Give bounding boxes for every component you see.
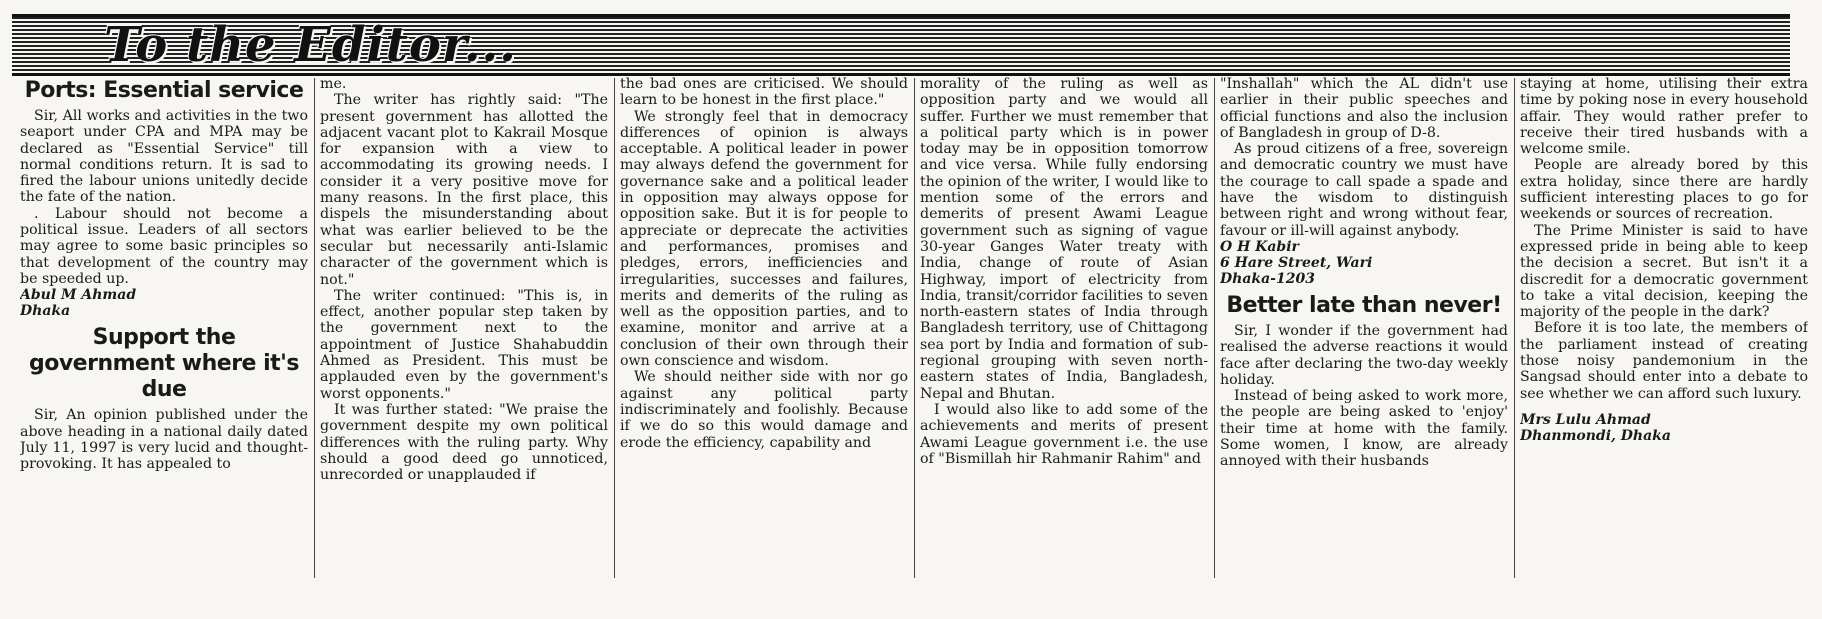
letter-paragraph: Sir, All works and activities in the two seaport under CPA and MPA may be declared as "Essential Service" till normal conditions return. It is sad to fired the labour unions unitedly decide the fate of the nation. [20, 108, 308, 206]
letter-paragraph: staying at home, utilising their extra time by poking nose in every household affair. They would rather prefer to receive their tired husbands with a welcome smile. [1520, 76, 1808, 158]
letter-paragraph: It was further stated: "We praise the government despite my own political differences with the ruling party. Why should a good deed go unnoticed, unrecorded or unapplauded if [320, 401, 608, 484]
letter-paragraph: We strongly feel that in democracy differences of opinion is always acceptable. A political leader in power may always defend the government for governance sake and a political leader in opposition may always oppose for opposition sake. But it is for people to appreciate or deprecate the activities and performances, promises and pledges, errors, inefficiencies and irregularities, successes and failures, merits and demerits of the ruling as well as the opposition parties, and to examine, monitor and arrive at a conclusion of their own through their own conscience and wisdom. [620, 108, 908, 370]
letter-paragraph: We should neither side with nor go against any political party indiscriminately and foolishly. Because if we do so this would damage and erode the efficiency, capability and [620, 369, 908, 451]
letter-signature [20, 287, 308, 319]
letter-paragraph: The writer has rightly said: "The present government has allotted the adjacent vacant plot to Kakrail Mosque for expansion with a view to accommodating its growing needs. I consider it a very positive move for many reasons. In the first place, this dispels the misunderstanding about what was earlier believed to be the secular but necessarily anti-Islamic character of the government which is not." [320, 92, 608, 288]
letter-headline-better-late: Better late than never! [1226, 292, 1502, 318]
letter-signature [1220, 239, 1508, 287]
letter-paragraph: "Inshallah" which the AL didn't use earlier in their public speeches and official functions and also the inclusion of Bangladesh in group of D-8. [1220, 76, 1508, 141]
letter-paragraph: Instead of being asked to work more, the people are being asked to 'enjoy' their time at home with the family. Some women, I know, are already annoyed with their husbands [1220, 388, 1508, 470]
column-rule [914, 78, 915, 578]
letter-paragraph: Sir, I wonder if the government had realised the adverse reactions it would face after declaring the two-day weekly holiday. [1220, 322, 1508, 388]
signature-place: Dhaka [20, 303, 71, 320]
column-4 [920, 76, 1208, 596]
letter-paragraph: . Labour should not become a political issue. Leaders of all sectors may agree to some basic principles so that development of the country may be speeded up. [20, 205, 308, 287]
section-banner [12, 14, 1790, 76]
letter-paragraph: me. [320, 76, 347, 92]
signature-name: Mrs Lulu Ahmad [1520, 411, 1651, 428]
letter-headline-support: Support the government where it's due [28, 325, 300, 403]
signature-name: Abul M Ahmad [20, 287, 137, 304]
letter-paragraph: People are already bored by this extra holiday, since there are hardly sufficient interesting places to go for weekends or sources of recreation. [1520, 157, 1808, 223]
letter-paragraph: I would also like to add some of the achievements and merits of present Awami League government i.e. the use of "Bismillah hir Rahmanir Rahim" and [920, 401, 1208, 467]
column-6 [1520, 76, 1808, 596]
letter-paragraph: morality of the ruling as well as opposition party and we would all suffer. Further we must remember that a political party which is in power today may be in opposition tomorrow and vice versa. While fully endorsing the opinion of the writer, I would like to mention some of the errors and demerits of present Awami League government such as signing of vague 30-year Ganges Water treaty with India, change of route of Asian Highway, import of electricity from India, transit/corridor facilities to seven north-eastern states of India through Bangladesh territory, use of Chittagong sea port by India and formation of sub-regional grouping with seven north-eastern states of India, Bangladesh, Nepal and Bhutan. [920, 76, 1208, 402]
column-rule [314, 78, 315, 578]
signature-name: O H Kabir [1220, 238, 1299, 255]
column-3 [620, 76, 908, 596]
section-title: To the Editor... [104, 17, 517, 73]
signature-city: Dhaka-1203 [1220, 270, 1315, 287]
letter-signature [1520, 412, 1808, 444]
letter-paragraph: the bad ones are criticised. We should learn to be honest in the first place." [620, 76, 908, 109]
signature-address: 6 Hare Street, Wari [1220, 254, 1373, 271]
column-rule [1514, 78, 1515, 578]
column-5 [1220, 76, 1508, 596]
letter-paragraph: The writer continued: "This is, in effect, another popular step taken by the government next to the appointment of Justice Shahabuddin Ahmed as President. This must be applauded even by the government's worst opponents." [320, 287, 608, 402]
column-2 [320, 76, 608, 596]
letter-paragraph: Before it is too late, the members of the parliament instead of creating those noisy pandemonium in the Sangsad should enter into a debate to see whether we can afford such luxury. [1520, 320, 1808, 402]
letter-paragraph: As proud citizens of a free, sovereign and democratic country we must have the courage to call spade a spade and have the wisdom to distinguish between right and wrong without fear, favour or ill-will against anybody. [1220, 141, 1508, 239]
signature-place: Dhanmondi, Dhaka [1520, 427, 1671, 444]
letter-headline-ports: Ports: Essential service [24, 78, 304, 103]
column-1 [20, 76, 308, 596]
column-rule [614, 78, 615, 578]
letter-paragraph: The Prime Minister is said to have expressed pride in being able to keep the decision a secret. But isn't it a discredit for a democratic government to take a vital decision, keeping the majority of the people in the dark? [1520, 222, 1808, 321]
column-rule [1214, 78, 1215, 578]
letter-paragraph: Sir, An opinion published under the above heading in a national daily dated July 11, 1997 is very lucid and thought-provoking. It has appealed to [20, 407, 308, 473]
